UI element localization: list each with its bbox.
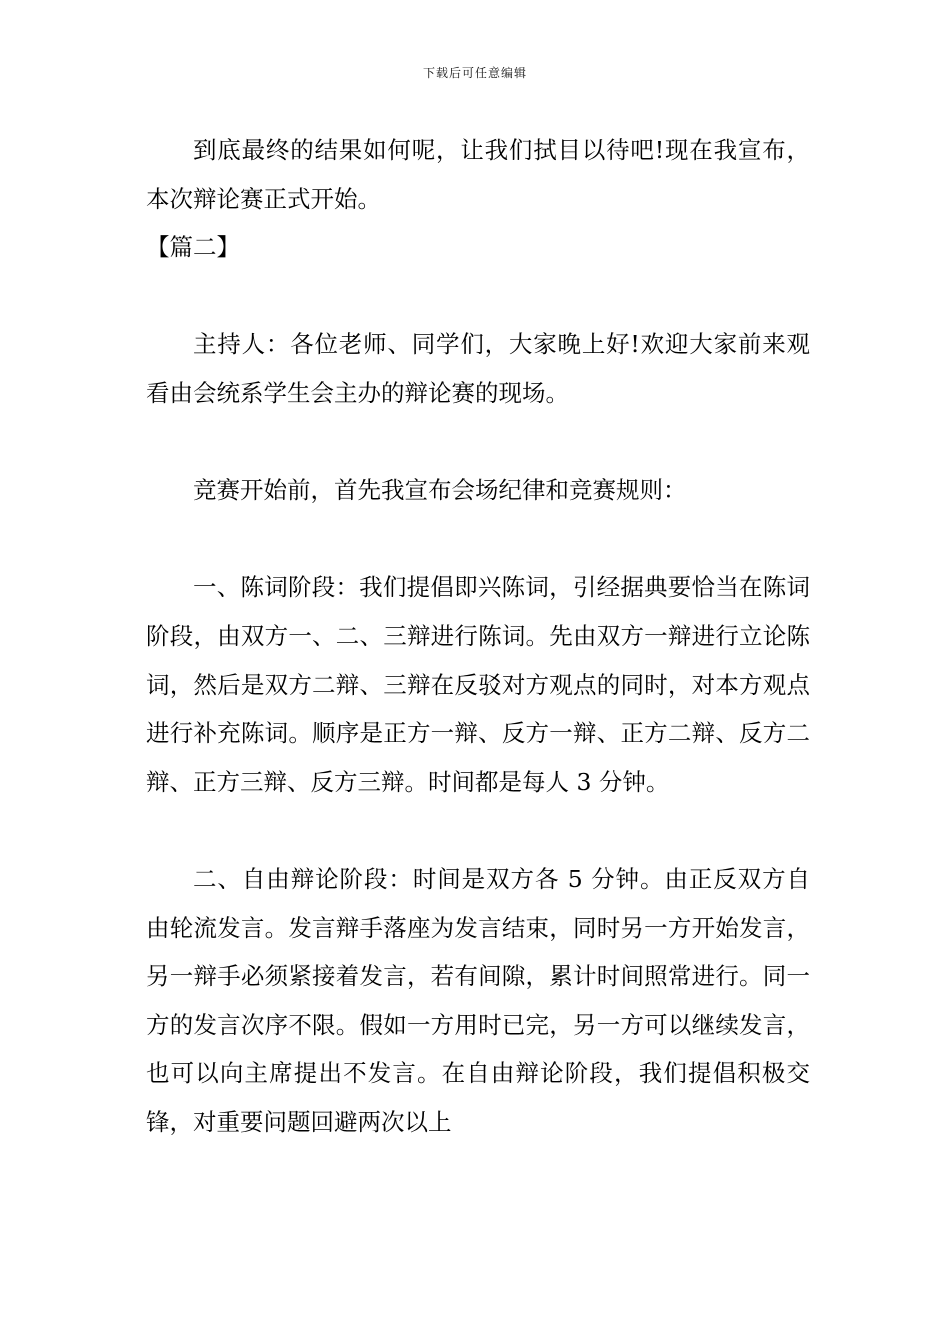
paragraph-rules-intro: 竞赛开始前，首先我宣布会场纪律和竞赛规则：: [193, 476, 687, 505]
paragraph-rule-statement-stage: 一、陈词阶段：我们提倡即兴陈词，引经据典要恰当在陈词阶段，由双方一、二、三辩进行陈词。先由双方一辩进行立论陈词，然后是双方二辩、三辩在反驳对方观点的同时，对本方观点进行补充陈词。顺序是正方一辩、反方一辩、正方二辩、反方二辩、正方三辩、反方三辩。时间都是每人 3 分钟。: [146, 573, 810, 796]
blank-line: [146, 515, 810, 564]
blank-line: [146, 418, 810, 467]
section-heading: 【篇二】: [146, 233, 240, 262]
document-body: [146, 126, 810, 1146]
blank-line: [146, 272, 810, 321]
paragraph-host-greeting: 主持人：各位老师、同学们，大家晚上好!欢迎大家前来观看由会统系学生会主办的辩论赛的现场。: [146, 330, 810, 407]
paragraph-opening: 到底最终的结果如何呢，让我们拭目以待吧!现在我宣布，本次辩论赛正式开始。: [146, 136, 810, 213]
page-header: 下载后可任意编辑: [422, 66, 527, 80]
blank-line: [146, 806, 810, 855]
paragraph-rule-free-debate: 二、自由辩论阶段：时间是双方各 5 分钟。由正反双方自由轮流发言。发言辩手落座为发言结束，同时另一方开始发言，另一辩手必须紧接着发言，若有间隙，累计时间照常进行。同一方的发言次序不限。假如一方用时已完，另一方可以继续发言，也可以向主席提出不发言。在自由辩论阶段，我们提倡积极交锋，对重要问题回避两次以上: [146, 864, 810, 1136]
